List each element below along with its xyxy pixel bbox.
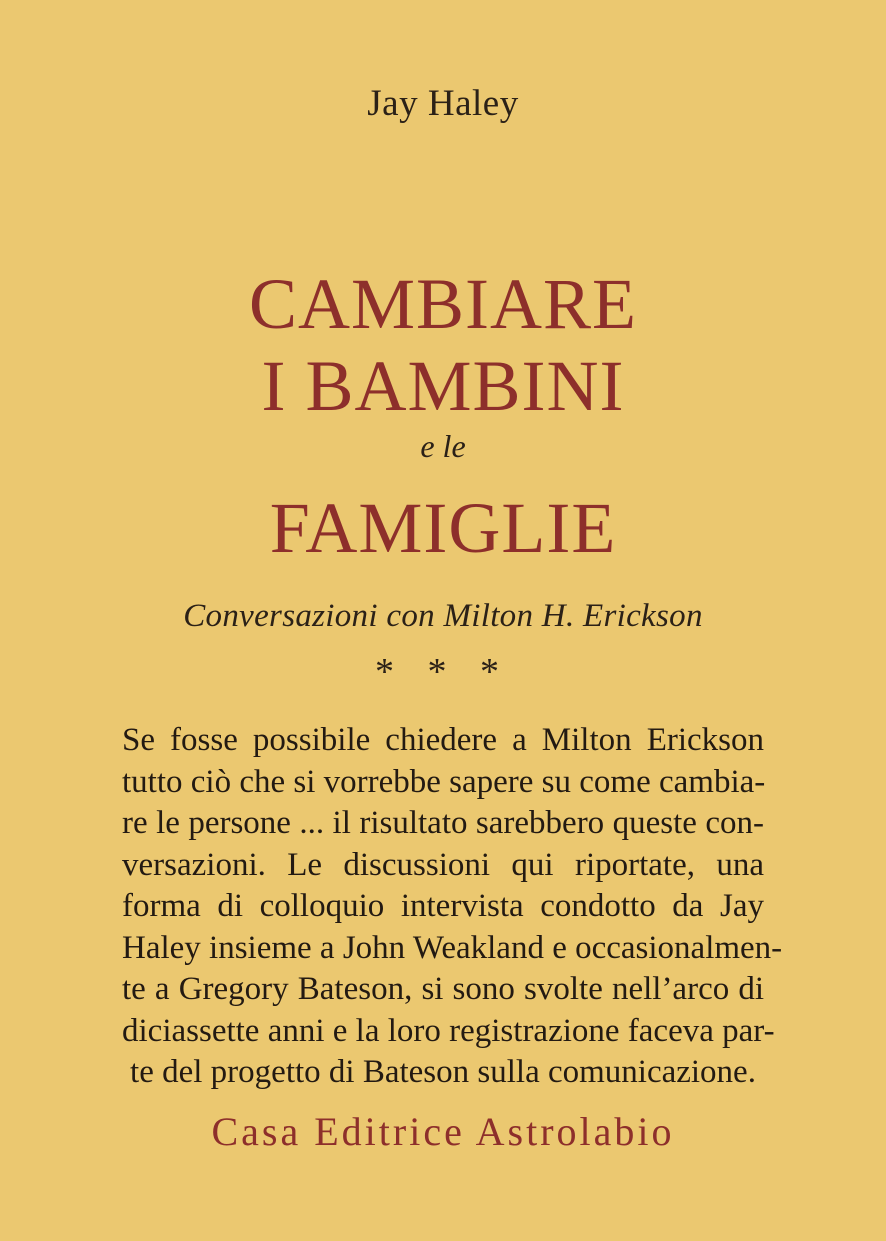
author-name: Jay Haley (367, 83, 519, 124)
blurb-line: diciassette anni e la loro registrazione faceva par- (122, 1012, 775, 1049)
title-line-2: I BAMBINI (261, 346, 625, 426)
blurb-line: te a Gregory Bateson, si sono svolte nell’arco di (122, 971, 764, 1007)
blurb-line: forma di colloquio intervista condotto da Jay (122, 888, 764, 924)
subtitle: Conversazioni con Milton H. Erickson (183, 598, 703, 634)
blurb-line: Haley insieme a John Weakland e occasionalmen- (122, 929, 783, 966)
blurb-line: te del progetto di Bateson sulla comunicazione. (130, 1054, 756, 1090)
ornament-asterisks: * * * (375, 651, 511, 693)
title-conjunction: e le (420, 428, 466, 464)
title-line-1: CAMBIARE (248, 264, 638, 344)
publisher-name: Casa Editrice Astrolabio (211, 1109, 675, 1154)
back-blurb (122, 720, 783, 1094)
blurb-line: re le persone ... il risultato sarebbero queste con- (122, 805, 764, 841)
blurb-line: versazioni. Le discussioni qui riportate, una (122, 846, 764, 883)
blurb-line: Se fosse possibile chiedere a Milton Erickson (122, 722, 764, 758)
title-line-3: FAMIGLIE (269, 488, 617, 568)
blurb-line: tutto ciò che si vorrebbe sapere su come cambia- (122, 763, 766, 800)
